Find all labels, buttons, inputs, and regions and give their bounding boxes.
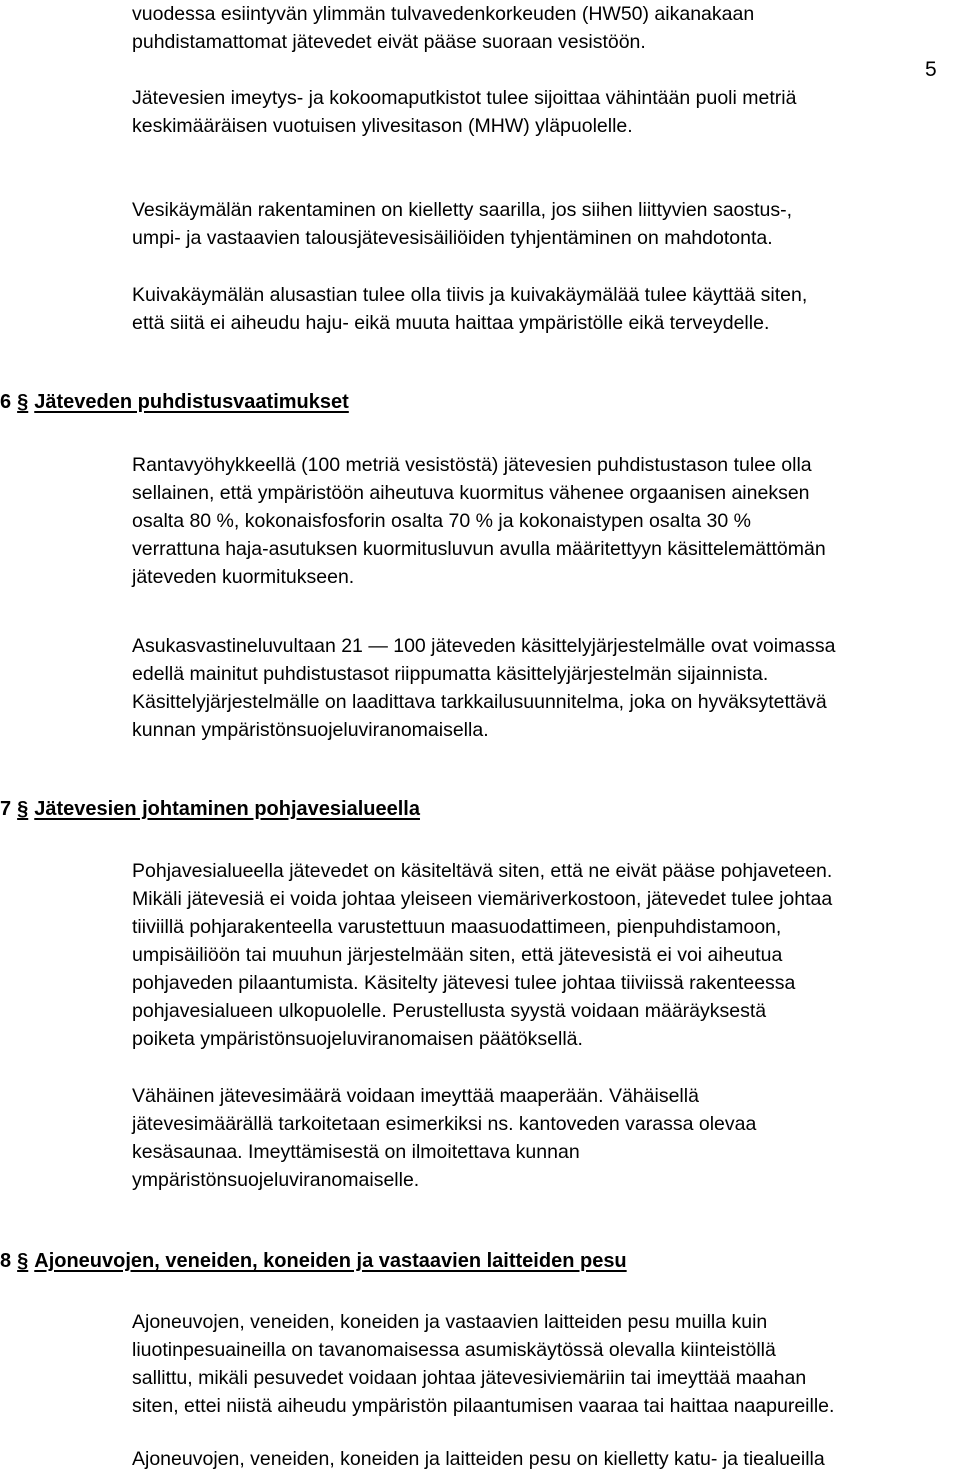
text-line: Ajoneuvojen, veneiden, koneiden ja vastaavien laitteiden pesu muilla kuin [132, 1311, 768, 1333]
section-title: Jäteveden puhdistusvaatimukset [34, 391, 349, 413]
section-7-paragraph-2 [132, 1082, 960, 1194]
section-heading-6 [0, 388, 349, 416]
text-line: sallittu, mikäli pesuvedet voidaan johtaa jätevesiviemäriin tai imeyttää maahan [132, 1367, 807, 1389]
section-heading-7 [0, 795, 420, 823]
section-8-paragraph-2 [132, 1445, 960, 1473]
text-line: umpisäiliöön tai muuhun järjestelmään siten, että jätevesistä ei voi aiheutua [132, 944, 783, 966]
text-line: Rantavyöhykkeellä (100 metriä vesistöstä) jätevesien puhdistustason tulee olla [132, 454, 812, 476]
section-number: 7 [0, 798, 12, 820]
section-7-paragraph-1 [132, 857, 960, 1053]
text-line: Vähäinen jätevesimäärä voidaan imeyttää maaperään. Vähäisellä [132, 1085, 699, 1107]
text-line: tiiviillä pohjarakenteella varustettuun maasuodattimeen, pienpuhdistamoon, [132, 916, 782, 938]
text-line: sellainen, että ympäristöön aiheutuva kuormitus vähenee orgaanisen aineksen [132, 482, 810, 504]
text-line: keskimääräisen vuotuisen ylivesitason (MHW) yläpuolelle. [132, 115, 633, 137]
text-line: jätevesimäärällä tarkoitetaan esimerkiksi ns. kantoveden varassa olevaa [132, 1113, 757, 1135]
intro-paragraph-3 [132, 196, 960, 252]
text-line: pohjaveden pilaantumista. Käsitelty jätevesi tulee johtaa tiiviissä rakenteessa [132, 972, 796, 994]
text-line: Kuivakäymälän alusastian tulee olla tiivis ja kuivakäymälää tulee käyttää siten, [132, 284, 808, 306]
text-line: että siitä ei aiheudu haju- eikä muuta haittaa ympäristölle eikä terveydelle. [132, 312, 770, 334]
section-number: 6 [0, 391, 12, 413]
text-line: verrattuna haja-asutuksen kuormitusluvun avulla määritettyyn käsittelemättömän [132, 538, 826, 560]
text-line: kesäsaunaa. Imeyttämisestä on ilmoitettava kunnan [132, 1141, 580, 1163]
text-line: ympäristönsuojeluviranomaiselle. [132, 1169, 420, 1191]
intro-paragraph-1 [132, 0, 960, 56]
section-symbol: § [17, 391, 29, 413]
section-symbol: § [17, 798, 29, 820]
section-title: Jätevesien johtaminen pohjavesialueella [34, 798, 420, 820]
section-title: Ajoneuvojen, veneiden, koneiden ja vastaavien laitteiden pesu [34, 1250, 627, 1272]
section-symbol: § [17, 1250, 29, 1272]
page-number: 5 [925, 58, 937, 81]
text-line: Asukasvastineluvultaan 21 — 100 jäteveden käsittelyjärjestelmälle ovat voimassa [132, 635, 836, 657]
text-line: pohjavesialueen ulkopuolelle. Perustellusta syystä voidaan määräyksestä [132, 1000, 767, 1022]
text-line: umpi- ja vastaavien talousjätevesisäiliöiden tyhjentäminen on mahdotonta. [132, 227, 773, 249]
intro-paragraph-4 [132, 281, 960, 337]
text-line: poiketa ympäristönsuojeluviranomaisen päätöksellä. [132, 1028, 583, 1050]
text-line: Pohjavesialueella jätevedet on käsiteltävä siten, että ne eivät pääse pohjaveteen. [132, 860, 833, 882]
text-line: Ajoneuvojen, veneiden, koneiden ja laitteiden pesu on kielletty katu- ja tiealueilla [132, 1448, 825, 1470]
text-line: liuotinpesuaineilla on tavanomaisessa asumiskäytössä olevalla kiinteistöllä [132, 1339, 776, 1361]
section-heading-8 [0, 1247, 627, 1275]
text-line: edellä mainitut puhdistustasot riippumatta käsittelyjärjestelmän sijainnista. [132, 663, 769, 685]
section-6-paragraph-2 [132, 632, 960, 744]
text-line: vuodessa esiintyvän ylimmän tulvavedenkorkeuden (HW50) aikanakaan [132, 3, 755, 25]
text-line: kunnan ympäristönsuojeluviranomaisella. [132, 719, 489, 741]
text-line: Jätevesien imeytys- ja kokoomaputkistot tulee sijoittaa vähintään puoli metriä [132, 87, 797, 109]
section-8-paragraph-1 [132, 1308, 960, 1420]
section-number: 8 [0, 1250, 12, 1272]
text-line: osalta 80 %, kokonaisfosforin osalta 70 % ja kokonaistypen osalta 30 % [132, 510, 751, 532]
text-line: puhdistamattomat jätevedet eivät pääse suoraan vesistöön. [132, 31, 646, 53]
text-line: Käsittelyjärjestelmälle on laadittava tarkkailusuunnitelma, joka on hyväksytettävä [132, 691, 827, 713]
text-line: Vesikäymälän rakentaminen on kielletty saarilla, jos siihen liittyvien saostus-, [132, 199, 793, 221]
intro-paragraph-2 [132, 84, 960, 140]
text-line: Mikäli jätevesiä ei voida johtaa yleiseen viemäriverkostoon, jätevedet tulee johtaa [132, 888, 833, 910]
section-6-paragraph-1 [132, 451, 960, 591]
text-line: siten, ettei niistä aiheudu ympäristön pilaantumisen vaaraa tai haittaa naapureille. [132, 1395, 835, 1417]
text-line: jäteveden kuormitukseen. [132, 566, 355, 588]
